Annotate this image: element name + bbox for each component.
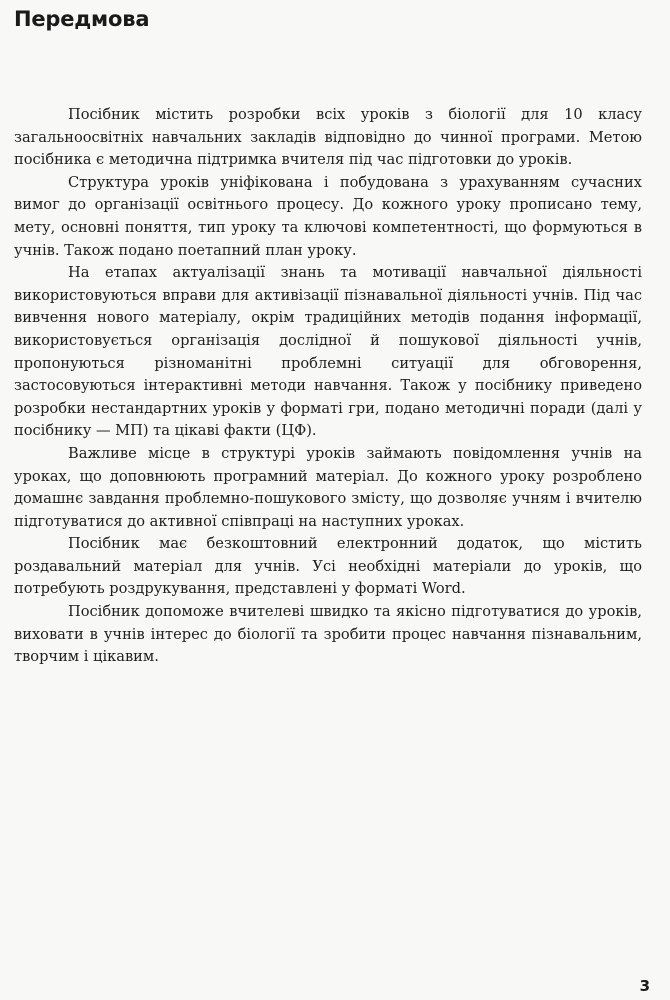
paragraph: Посібник містить розробки всіх уроків з біології для 10 класу загальноосвітніх навчальних закладів відповідно до чинної програми. Метою посібника є методична підтримка вчителя під час підготовки до уроків. — [14, 106, 642, 169]
paragraph: Важливе місце в структурі уроків займають повідомлення учнів на уроках, що доповнюють програмний матеріал. До кожного уроку розроблено домашнє завдання проблемно-пошукового змісту, що дозволяє учням і вчителю підготуватися до активної співпраці на наступних уроках. — [14, 444, 642, 530]
page-number: 3 — [639, 977, 650, 995]
page-title: Передмова — [14, 7, 150, 31]
paragraph: Посібник має безкоштовний електронний додаток, що містить роздавальний матеріал для учнів. Усі необхідні матеріали до уроків, що потребують роздрукування, представлені у форматі Word. — [14, 535, 642, 598]
preface-body — [14, 104, 642, 669]
paragraph: На етапах актуалізації знань та мотивації навчальної діяльності використовуються вправи для активізації пізнавальної діяльності учнів. Під час вивчення нового матеріалу, окрім традиційних методів подання інформації, використовується організація дослідної й пошукової діяльності учнів, пропонуються різноманітні проблемні ситуації для обговорення, застосовуються інтерактивні методи навчання. Також у посібнику приведено розробки нестандартних уроків у форматі гри, подано методичні поради (далі у посібнику — МП) та цікаві факти (ЦФ). — [14, 264, 642, 440]
paragraph: Посібник допоможе вчителеві швидко та якісно підготуватися до уроків, виховати в учнів інтерес до біології та зробити процес навчання пізнавальним, творчим і цікавим. — [14, 603, 642, 666]
paragraph: Структура уроків уніфікована і побудована з урахуванням сучасних вимог до організації освітнього процесу. До кожного уроку прописано тему, мету, основні поняття, тип уроку та ключові компетентності, що формуються в учнів. Також подано поетапний план уроку. — [14, 173, 642, 259]
